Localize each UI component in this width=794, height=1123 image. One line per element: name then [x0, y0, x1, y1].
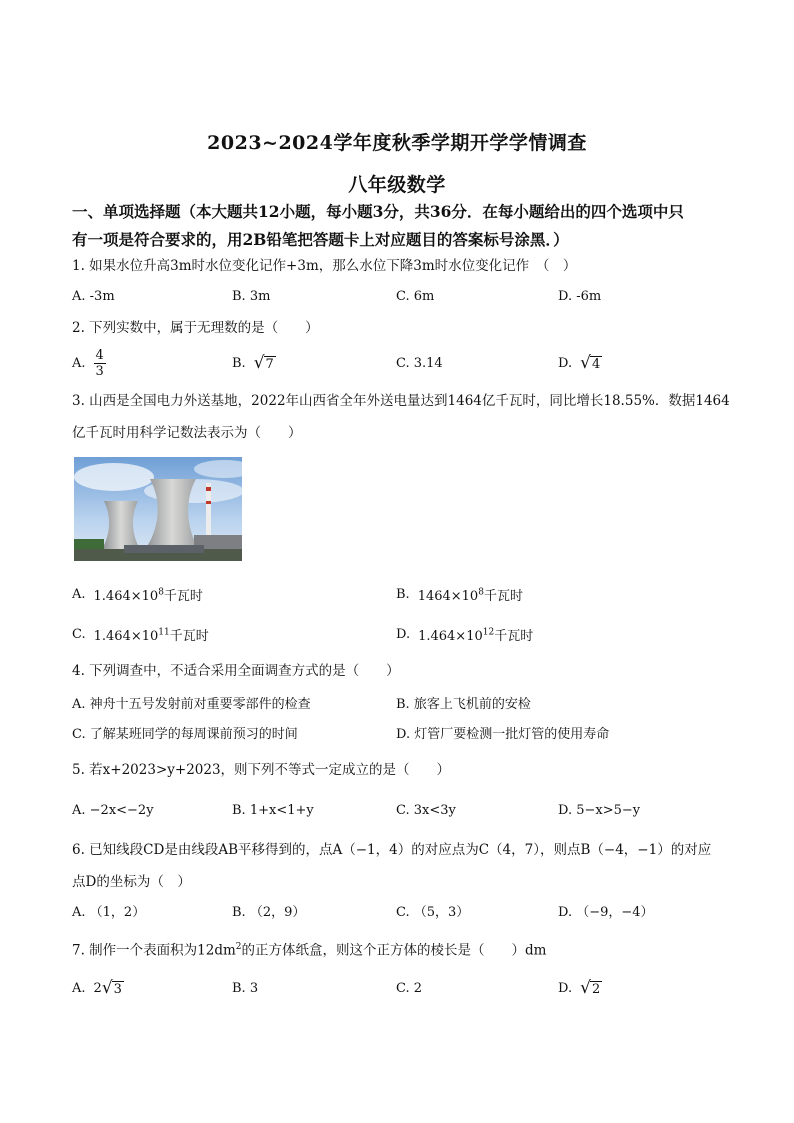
option-letter: D. [558, 355, 573, 371]
option-d[interactable]: D. -6m [558, 288, 602, 304]
option-b[interactable]: B. 3m [232, 288, 271, 304]
radicand: 4 [591, 357, 601, 372]
option-c[interactable]: C. 了解某班同学的每周课前预习的时间 [72, 726, 298, 742]
radicand: 2 [591, 982, 601, 997]
stem-text-after: 的正方体纸盒，则这个正方体的棱长是（ ）dm [241, 942, 547, 959]
radical-sign: √ [101, 978, 113, 998]
option-letter: C. [72, 626, 86, 642]
question-6-options [72, 898, 732, 922]
base: 1.464×10 [93, 628, 159, 644]
radical-sign: √ [253, 353, 265, 373]
square-root [102, 979, 124, 997]
base: 1.464×10 [93, 588, 159, 604]
question-3-stem-line2: 亿千瓦时用科学记数法表示为（ ） [72, 425, 302, 441]
option-a[interactable] [72, 976, 124, 1000]
option-b[interactable] [232, 351, 276, 375]
option-b[interactable]: B. 3 [232, 980, 259, 996]
option-b[interactable]: B. 旅客上飞机前的安检 [396, 696, 531, 712]
radical-sign: √ [580, 353, 591, 373]
question-1-stem: 1. 如果水位升高3m时水位变化记作+3m，那么水位下降3m时水位变化记作 （ ） [72, 258, 577, 274]
fraction [94, 348, 106, 379]
numerator: 4 [95, 347, 104, 363]
question-3-stem-line1: 3. 山西是全国电力外送基地，2022年山西省全年外送电量达到1464亿千瓦时，同比增长18.55%．数据1464 [72, 393, 730, 409]
option-d[interactable]: D. 5−x>5−y [558, 802, 641, 818]
stem-exponent: 2 [235, 942, 242, 952]
option-a[interactable]: A. -3m [72, 288, 115, 304]
section-heading-line2: 有一项是符合要求的，用2B铅笔把答题卡上对应题目的答案标号涂黑．） [72, 230, 569, 249]
radicand: 7 [265, 357, 274, 372]
unit: 千瓦时 [163, 588, 203, 604]
option-letter: A. [72, 980, 86, 996]
option-value [418, 625, 533, 644]
radical-sign: √ [580, 978, 591, 998]
question-7-stem [72, 932, 732, 966]
option-letter: A. [72, 586, 86, 602]
base: 1464×10 [417, 588, 479, 604]
question-2-stem: 2. 下列实数中，属于无理数的是（ ） [72, 320, 319, 336]
question-4-options-row1 [72, 690, 732, 714]
option-c[interactable] [72, 622, 209, 646]
option-d[interactable] [396, 622, 533, 646]
unit: 千瓦时 [494, 628, 534, 644]
exam-subtitle: 八年级数学 [348, 174, 446, 196]
option-a[interactable]: A. （1，2） [72, 904, 146, 920]
option-b[interactable]: B. （2，9） [232, 904, 306, 920]
question-3-stem [72, 385, 732, 449]
stem-text: 7. 制作一个表面积为12dm [72, 942, 236, 959]
unit: 千瓦时 [169, 628, 209, 644]
question-5-stem: 5. 若x+2023>y+2023，则下列不等式一定成立的是（ ） [72, 762, 451, 778]
exponent: 11 [158, 627, 170, 638]
option-letter: D. [396, 626, 411, 642]
option-a[interactable]: A. −2x<−2y [72, 802, 154, 818]
option-c[interactable]: C. （5，3） [396, 904, 470, 920]
denominator: 3 [95, 363, 104, 379]
option-value [94, 625, 209, 644]
option-a[interactable] [72, 347, 106, 379]
power-plant-photo [74, 457, 242, 561]
question-3-options-row1 [72, 582, 732, 606]
option-value [94, 585, 203, 604]
radicand: 3 [113, 982, 122, 997]
question-6-stem-line2: 点D的坐标为（ ） [72, 874, 191, 890]
option-d[interactable]: D. （−9，−4） [558, 904, 654, 920]
section-heading-line1: 一、单项选择题（本大题共12小题，每小题3分，共36分．在每小题给出的四个选项中只 [72, 202, 684, 221]
option-a[interactable]: A. 神舟十五号发射前对重要零部件的检查 [72, 696, 311, 712]
option-c[interactable]: C. 6m [396, 288, 435, 304]
option-letter: A. [72, 355, 86, 371]
question-4-options-row2 [72, 720, 732, 744]
question-3-options-row2 [72, 622, 732, 646]
section-heading [72, 198, 732, 254]
coefficient: 2 [93, 980, 102, 996]
option-letter: B. [232, 355, 246, 371]
question-6-stem-line1: 6. 已知线段CD是由线段AB平移得到的，点A（−1，4）的对应点为C（4，7），则点B（−4，−1）的对应 [72, 842, 712, 858]
option-b[interactable] [396, 582, 523, 606]
square-root [580, 354, 602, 372]
base: 1.464×10 [418, 628, 483, 644]
question-6-stem [72, 834, 732, 898]
option-d[interactable]: D. 灯管厂要检测一批灯管的使用寿命 [396, 726, 610, 742]
exponent: 12 [482, 627, 495, 638]
option-d[interactable] [558, 351, 602, 375]
exam-title: 2023~2024学年度秋季学期开学学情调查 [207, 132, 587, 154]
question-2-options [72, 347, 732, 379]
square-root [580, 979, 602, 997]
option-letter: D. [558, 980, 573, 996]
exponent: 8 [478, 587, 484, 598]
question-5-options [72, 798, 732, 822]
cooling-towers-image [74, 457, 242, 561]
option-b[interactable]: B. 1+x<1+y [232, 802, 314, 818]
question-1-options [72, 284, 732, 308]
option-letter: B. [396, 586, 410, 602]
option-c[interactable]: C. 2 [396, 980, 423, 996]
option-d[interactable] [558, 976, 602, 1000]
square-root [254, 354, 276, 372]
option-c[interactable]: C. 3.14 [396, 355, 443, 371]
question-4-stem: 4. 下列调查中，不适合采用全面调查方式的是（ ） [72, 663, 400, 679]
option-value [418, 585, 523, 604]
option-a[interactable] [72, 582, 203, 606]
exponent: 8 [158, 587, 164, 598]
question-7-options [72, 976, 732, 1000]
unit: 千瓦时 [483, 588, 523, 604]
option-c[interactable]: C. 3x<3y [396, 802, 456, 818]
